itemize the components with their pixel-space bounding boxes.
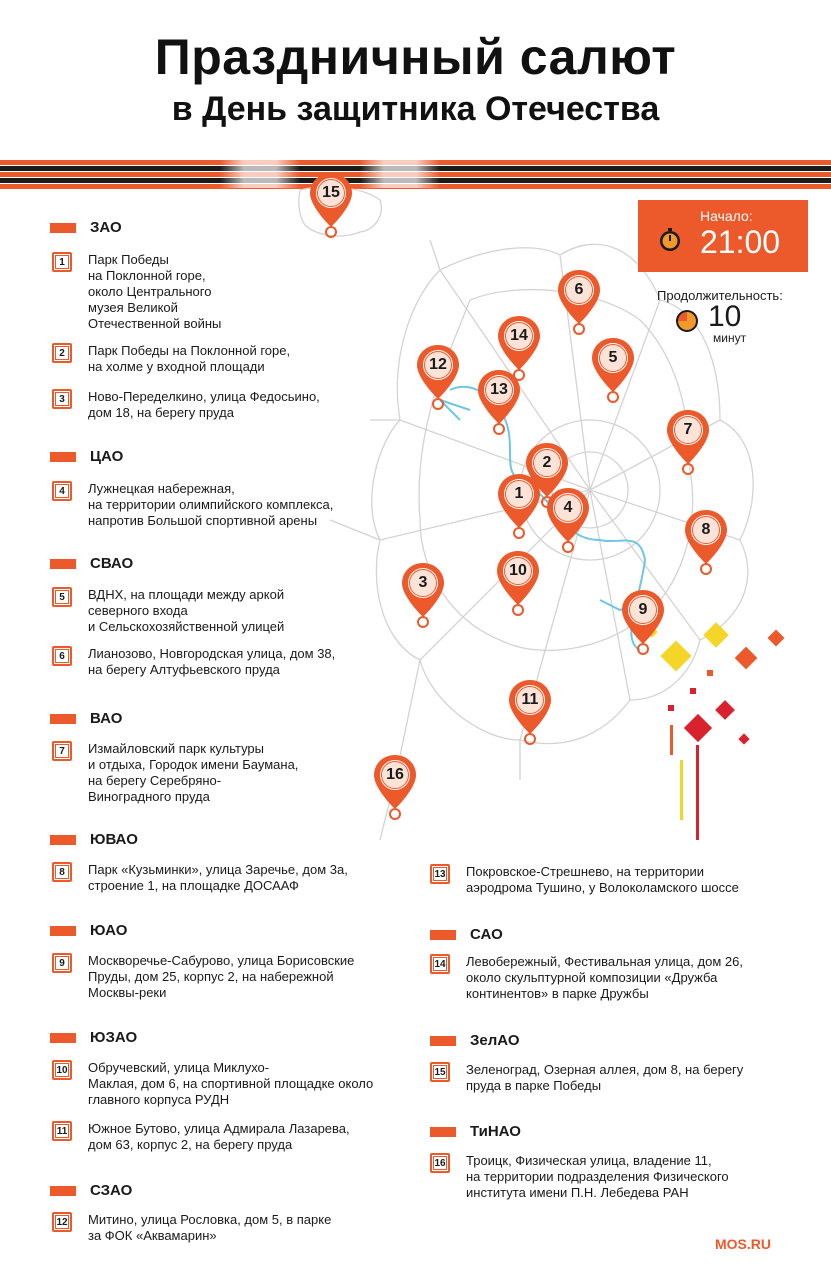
ribbon-fade [220, 160, 300, 188]
district-svao: СВАО [50, 555, 133, 572]
location-item: 13 Покровское-Стрешнево, на территории аэродрома Тушино, у Волоколамского шоссе [430, 864, 739, 896]
start-time-box [638, 200, 808, 272]
map-pin-icon [683, 508, 729, 576]
district-sao: САО [430, 926, 503, 943]
map-pin-icon [496, 314, 542, 382]
district-cao: ЦАО [50, 448, 123, 465]
map-pin-icon [415, 343, 461, 411]
start-label: Начало: [700, 208, 753, 224]
map-pin-icon [665, 408, 711, 476]
location-item: 4 Лужнецкая набережная, на территории олимпийского комплекса, напротив Большой спортивной арены [52, 481, 333, 529]
map-pin-label: 13 [490, 381, 508, 398]
location-item: 15 Зеленоград, Озерная аллея, дом 8, на берегу пруда в парке Победы [430, 1062, 743, 1094]
map-pin-icon [545, 486, 591, 554]
location-item: 2 Парк Победы на Поклонной горе, на холме у входной площади [52, 343, 290, 375]
district-yuzao: ЮЗАО [50, 1029, 137, 1046]
ribbon-fade [360, 160, 440, 188]
fireworks-decoration [646, 622, 784, 840]
map-pin-label: 11 [521, 691, 539, 708]
page-subtitle: в День защитника Отечества [171, 90, 660, 128]
map-pin-label: 5 [608, 349, 618, 366]
district-zelao: ЗелАО [430, 1032, 520, 1049]
location-item: 5 ВДНХ, на площади между аркой северного входа и Сельскохозяйственной улицей [52, 587, 284, 635]
stopwatch-icon [658, 228, 682, 252]
duration-label: Продолжительность: [657, 288, 783, 303]
map-pin-icon [308, 171, 354, 239]
location-item: 3 Ново-Переделкино, улица Федосьино, дом 18, на берегу пруда [52, 389, 320, 421]
district-zao: ЗАО [50, 219, 122, 236]
location-item: 9 Москворечье-Сабурово, улица Борисовские Пруды, дом 25, корпус 2, на набережной Москвы-реки [52, 953, 354, 1001]
page-title: Праздничный салют [154, 29, 677, 85]
district-yuao: ЮАО [50, 922, 127, 939]
location-item: 12 Митино, улица Рословка, дом 5, в парке за ФОК «Аквамарин» [52, 1212, 331, 1244]
map-pin-label: 15 [322, 184, 340, 201]
map-pin-label: 12 [429, 356, 447, 373]
timer-icon [674, 307, 700, 333]
map-pin-label: 2 [542, 454, 552, 471]
map-pin-label: 6 [574, 281, 584, 298]
district-yuvao: ЮВАО [50, 831, 138, 848]
district-szao: СЗАО [50, 1182, 132, 1199]
start-time: 21:00 [700, 224, 781, 260]
location-item: 16 Троицк, Физическая улица, владение 11, на территории подразделения Физического института имени П.Н. Лебедева РАН [430, 1153, 729, 1201]
footer-logo: MOS.RU [715, 1236, 771, 1252]
map-pin-icon [556, 268, 602, 336]
duration-unit: минут [713, 331, 747, 345]
location-item: 10 Обручевский, улица Миклухо- Маклая, дом 6, на спортивной площадке около главного корпуса РУДН [52, 1060, 373, 1108]
map-pin-label: 8 [701, 521, 711, 538]
map-pin-label: 7 [683, 421, 693, 438]
map-pin-icon [372, 753, 418, 821]
location-item: 7 Измайловский парк культуры и отдыха, Городок имени Баумана, на берегу Серебряно- Виноградного пруда [52, 741, 298, 805]
map-pin-icon [507, 678, 553, 746]
map-pin-label: 1 [514, 485, 524, 502]
map-pin-icon [495, 549, 541, 617]
location-item: 11 Южное Бутово, улица Адмирала Лазарева, дом 63, корпус 2, на берегу пруда [52, 1121, 350, 1153]
map-pin-icon [400, 561, 446, 629]
location-item: 1 Парк Победы на Поклонной горе, около Центрального музея Великой Отечественной войны [52, 252, 221, 332]
map-pin-label: 10 [509, 562, 527, 579]
duration-value: 10 [708, 300, 742, 333]
map-pin-label: 3 [418, 574, 428, 591]
location-item: 6 Лианозово, Новгородская улица, дом 38, на берегу Алтуфьевского пруда [52, 646, 335, 678]
district-vao: ВАО [50, 710, 122, 727]
map-pin-icon [590, 336, 636, 404]
map-pin-label: 14 [510, 327, 528, 344]
map-pin-label: 9 [638, 601, 648, 618]
district-tinao: ТиНАО [430, 1123, 521, 1140]
location-item: 8 Парк «Кузьминки», улица Заречье, дом 3а, строение 1, на площадке ДОСААФ [52, 862, 348, 894]
map-pin-label: 16 [386, 766, 404, 783]
map-pin-label: 4 [563, 499, 573, 516]
map-pin-icon [620, 588, 666, 656]
location-item: 14 Левобережный, Фестивальная улица, дом 26, около скульптурной композиции «Дружба континентов» в парке Дружбы [430, 954, 743, 1002]
